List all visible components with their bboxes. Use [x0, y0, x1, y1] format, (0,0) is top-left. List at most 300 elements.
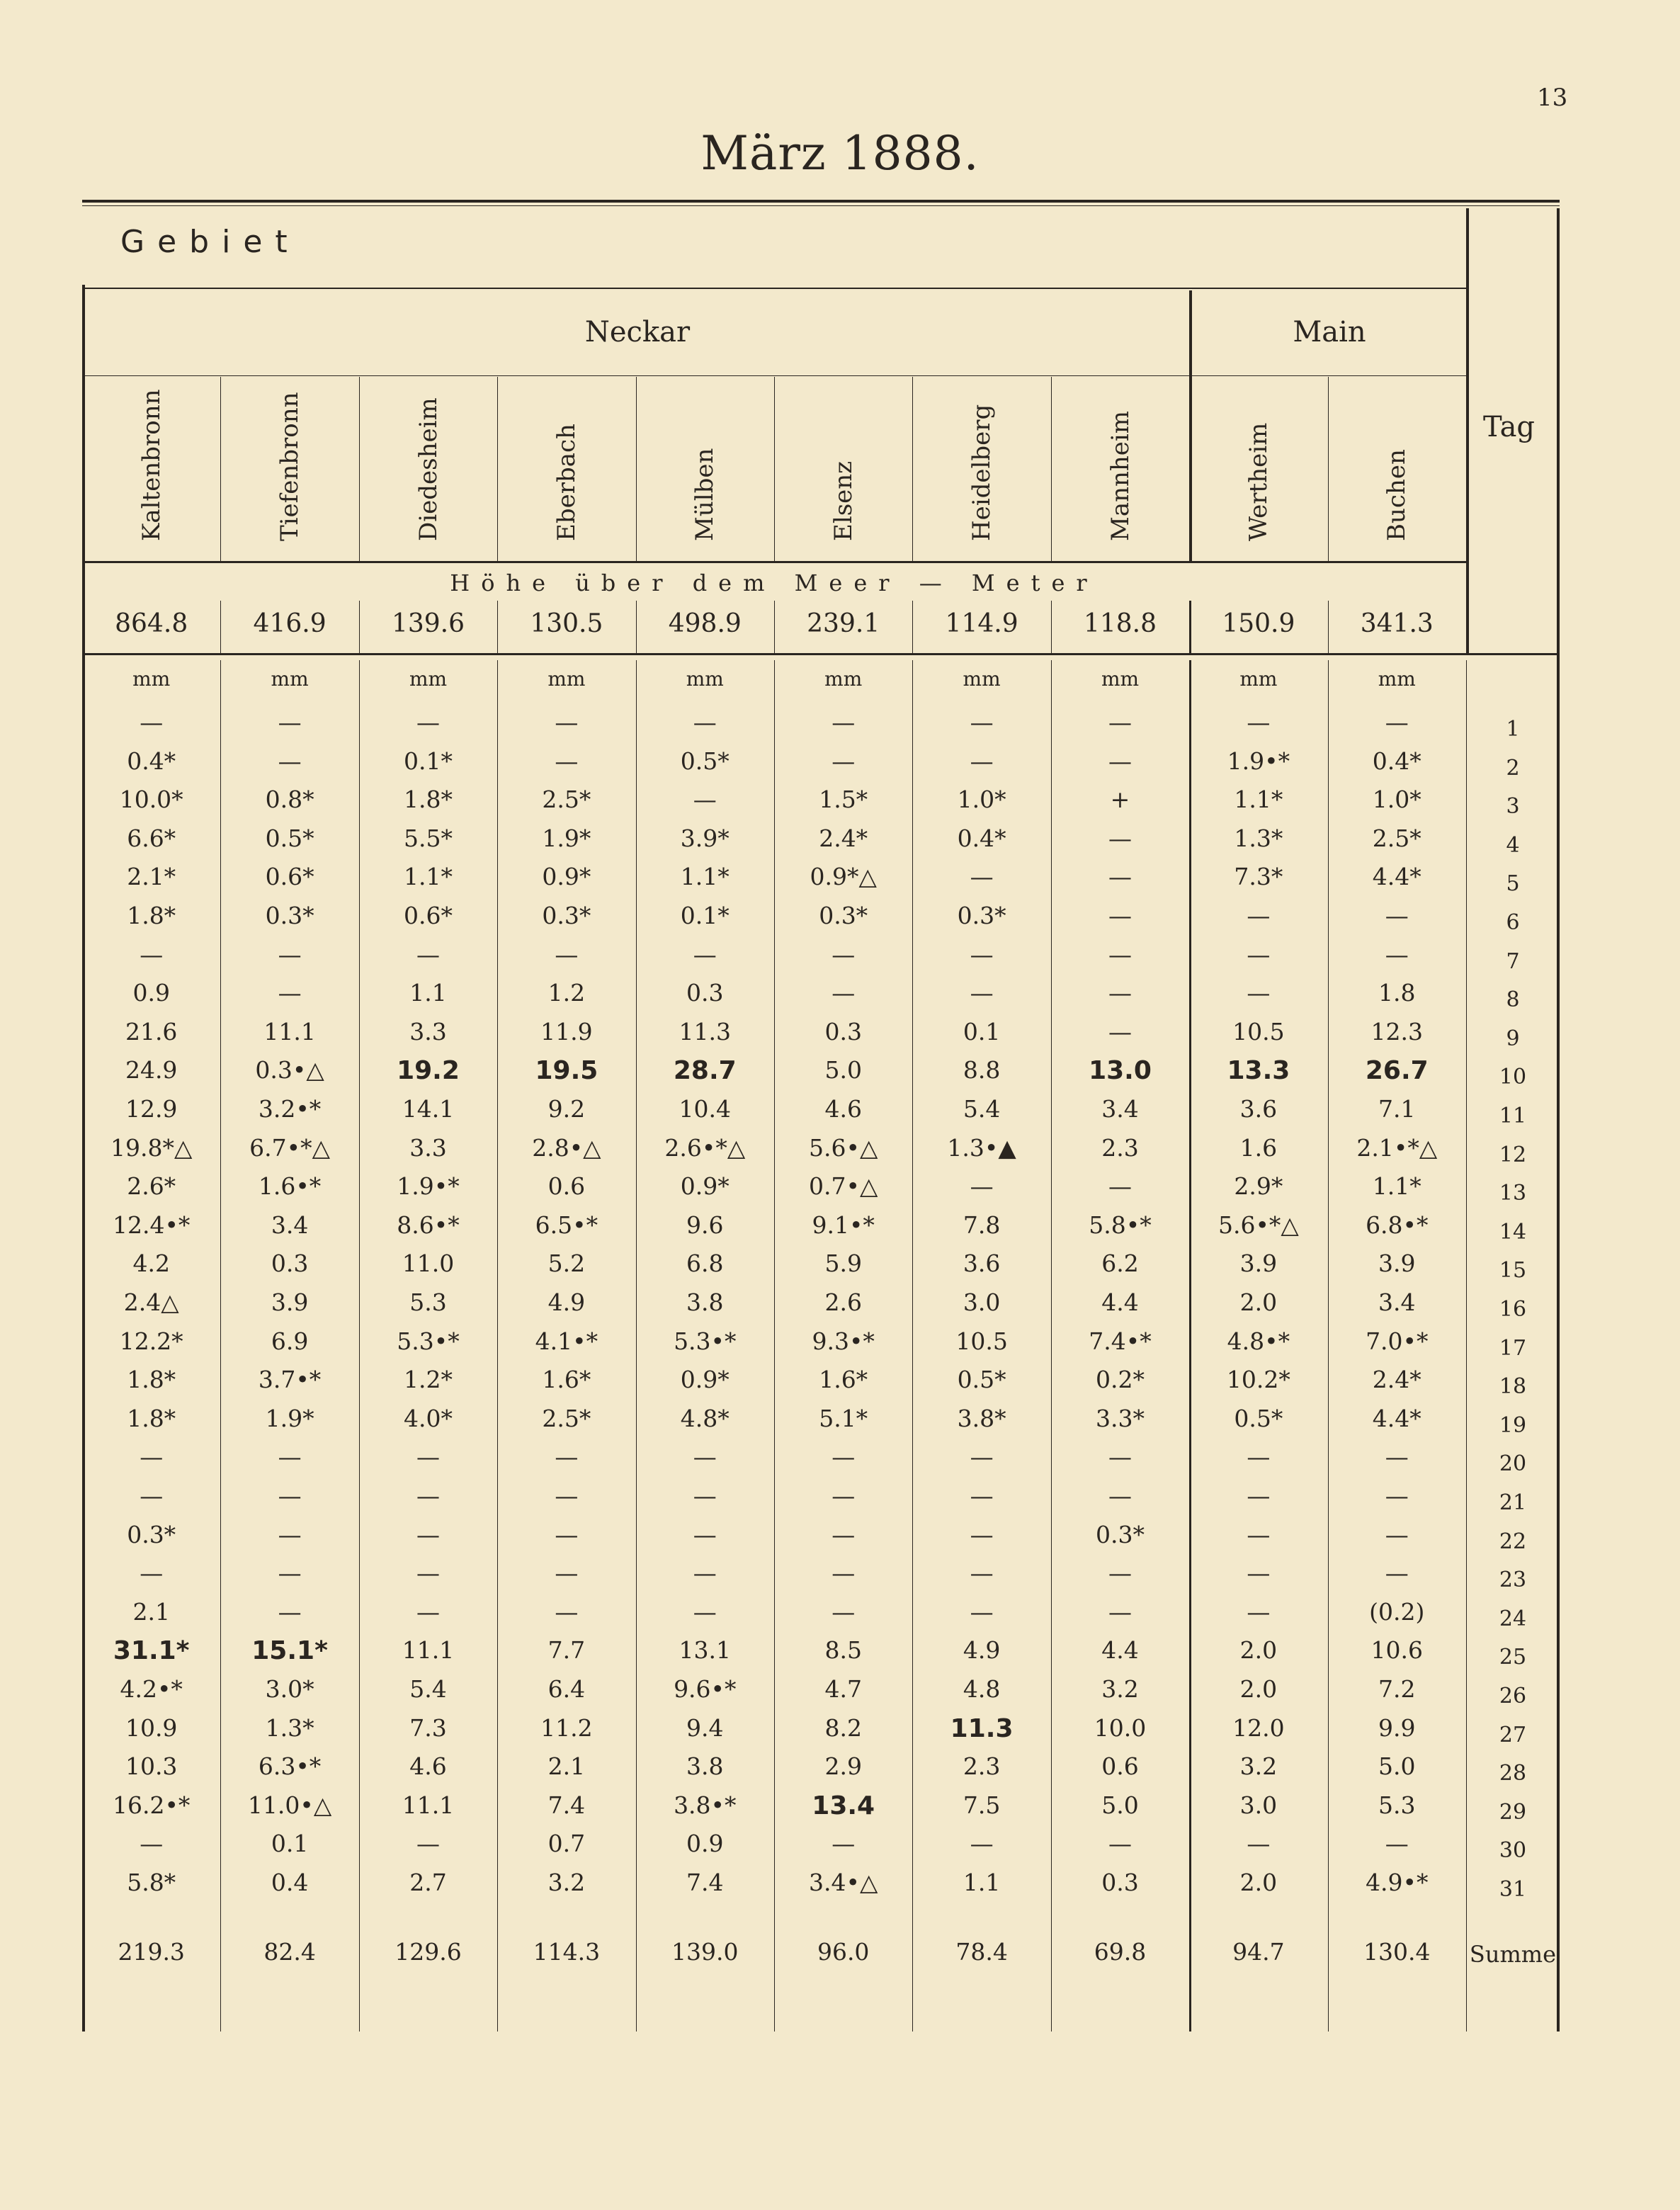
precip-cell: 6.3•*: [258, 1752, 322, 1781]
precip-cell: 2.9: [824, 1752, 862, 1781]
group-rule: [85, 375, 1466, 376]
unit-label: mm: [547, 667, 586, 691]
precip-cell: —: [1247, 1520, 1271, 1548]
precip-cell: 2.4*: [1372, 1366, 1421, 1394]
precip-cell: —: [416, 1482, 440, 1509]
precip-cell: —: [1385, 902, 1409, 929]
precip-cell: 1.9•*: [397, 1172, 460, 1201]
station-header: Diedesheim: [414, 397, 443, 541]
precip-cell: 2.3: [963, 1752, 1001, 1781]
precip-cell: 0.9: [686, 1830, 724, 1858]
day-number: 2: [1506, 755, 1520, 781]
precip-cell: 26.7: [1365, 1056, 1429, 1086]
precip-cell: 10.4: [679, 1095, 732, 1123]
station-header: Mülben: [691, 448, 720, 541]
precip-cell: 0.1: [963, 1017, 1001, 1046]
precip-cell: 0.2*: [1096, 1366, 1145, 1394]
hoehe-label: Höhe über dem Meer — Meter: [450, 570, 1099, 596]
precip-cell: —: [278, 1597, 302, 1626]
precip-cell: —: [1108, 863, 1132, 891]
precip-cell: 13.1: [679, 1636, 732, 1665]
precip-cell: 6.8: [686, 1250, 724, 1278]
precip-cell: 5.3•*: [674, 1327, 737, 1355]
precip-cell: 0.5*: [957, 1366, 1006, 1394]
precip-cell: 5.8•*: [1089, 1211, 1152, 1239]
precip-cell: 11.2: [540, 1713, 593, 1742]
precip-cell: 4.8•*: [1227, 1327, 1290, 1355]
page-title: März 1888.: [700, 126, 980, 181]
precip-cell: 2.6*: [127, 1172, 176, 1201]
precip-cell: +: [1110, 786, 1130, 814]
precip-cell: 4.9: [963, 1636, 1001, 1665]
station-header: Heidelberg: [967, 404, 997, 541]
precip-cell: 6.7•*△: [249, 1133, 330, 1162]
day-number: 11: [1499, 1104, 1527, 1128]
precip-cell: 0.4*: [957, 824, 1006, 852]
day-number: 14: [1499, 1219, 1527, 1245]
precip-cell: 0.1*: [680, 902, 730, 929]
precip-cell: 9.2: [547, 1095, 586, 1123]
precip-cell: —: [1108, 708, 1132, 736]
precip-cell: 3.4: [271, 1211, 309, 1239]
precip-cell: —: [1247, 708, 1271, 736]
precip-cell: 10.9: [125, 1713, 178, 1742]
precip-cell: —: [416, 1597, 440, 1626]
precip-cell: 0.3*: [819, 902, 868, 929]
precip-cell: 0.3*: [957, 902, 1006, 929]
precip-cell: 0.7: [547, 1830, 586, 1858]
tag-header: Tag: [1483, 411, 1536, 443]
precip-cell: —: [1108, 1017, 1132, 1046]
precipitation-table: [82, 200, 1560, 2032]
precip-cell: 19.2: [397, 1056, 460, 1086]
elevation-value: 416.9: [253, 609, 327, 638]
sum-value: 129.6: [395, 1938, 462, 1966]
precip-cell: 7.4•*: [1089, 1327, 1152, 1355]
precip-cell: 12.3: [1370, 1017, 1424, 1046]
elevation-value: 150.9: [1222, 609, 1295, 638]
precip-cell: —: [278, 1482, 302, 1509]
station-header: Tiefenbronn: [276, 392, 305, 541]
precip-cell: 0.6*: [265, 863, 314, 891]
precip-cell: —: [970, 863, 994, 891]
precip-cell: 0.3*: [265, 902, 314, 929]
precip-cell: 3.2: [547, 1869, 586, 1896]
precip-cell: —: [1108, 1482, 1132, 1509]
elevation-value: 118.8: [1083, 609, 1157, 638]
precip-cell: 11.0: [402, 1250, 455, 1278]
precip-cell: 12.9: [125, 1095, 178, 1123]
precip-cell: 1.6*: [819, 1366, 868, 1394]
header-rule: [85, 561, 1466, 563]
precip-cell: 2.1: [547, 1752, 586, 1781]
precip-cell: 7.7: [547, 1636, 586, 1665]
precip-cell: 11.0•△: [247, 1791, 332, 1819]
day-number: 10: [1499, 1065, 1527, 1090]
precip-cell: 7.4: [547, 1791, 586, 1819]
precip-cell: —: [970, 1559, 994, 1587]
precip-cell: 1.1: [409, 979, 447, 1007]
precip-cell: 0.6: [547, 1172, 586, 1201]
precip-cell: —: [693, 1443, 717, 1471]
precip-cell: —: [140, 1482, 164, 1509]
precip-cell: 3.3: [409, 1133, 447, 1162]
precip-cell: 3.0: [1239, 1791, 1278, 1819]
unit-label: mm: [963, 667, 1001, 691]
precip-cell: 7.4: [686, 1869, 724, 1896]
precip-cell: 7.8: [963, 1211, 1001, 1239]
day-number: 30: [1499, 1838, 1527, 1864]
precip-cell: —: [140, 708, 164, 736]
precip-cell: 19.5: [535, 1056, 598, 1086]
unit-label: mm: [1101, 667, 1140, 691]
precip-cell: 4.4*: [1372, 863, 1421, 891]
precip-cell: —: [693, 1559, 717, 1587]
precip-cell: 0.3*: [1096, 1520, 1145, 1548]
precip-cell: 3.2: [1239, 1752, 1278, 1781]
precip-cell: 6.6*: [127, 824, 176, 852]
precip-cell: —: [970, 1520, 994, 1548]
precip-cell: 2.1*: [127, 863, 176, 891]
precip-cell: 9.9: [1378, 1713, 1416, 1742]
precip-cell: —: [1108, 747, 1132, 775]
precip-cell: 4.8*: [680, 1404, 730, 1432]
precip-cell: —: [970, 979, 994, 1007]
elevation-rule: [85, 653, 1560, 655]
sum-value: 130.4: [1363, 1938, 1431, 1966]
column-rule: [1328, 377, 1329, 561]
column-rule: [636, 377, 637, 561]
precip-cell: 4.0*: [404, 1404, 453, 1432]
day-number: 3: [1506, 794, 1520, 820]
day-number: 18: [1499, 1374, 1527, 1400]
precip-cell: —: [970, 1482, 994, 1509]
precip-cell: 0.4: [271, 1869, 309, 1896]
precip-cell: —: [832, 708, 856, 736]
precip-cell: 3.8*: [957, 1404, 1006, 1432]
summe-label: Summe: [1469, 1941, 1557, 1968]
precip-cell: —: [832, 1443, 856, 1471]
precip-cell: —: [555, 940, 579, 968]
precip-cell: —: [1385, 1520, 1409, 1548]
precip-cell: 2.4*: [819, 824, 868, 852]
precip-cell: —: [555, 1559, 579, 1587]
day-number: 28: [1499, 1761, 1527, 1786]
station-header: Kaltenbronn: [137, 389, 166, 541]
precip-cell: —: [1108, 1559, 1132, 1587]
precip-cell: 2.5*: [542, 1404, 591, 1432]
precip-cell: 9.6•*: [674, 1675, 737, 1703]
precip-cell: 9.3•*: [812, 1327, 875, 1355]
precip-cell: 7.2: [1378, 1675, 1416, 1703]
precip-cell: 0.9*△: [810, 863, 877, 891]
day-number: 16: [1499, 1297, 1527, 1322]
precip-cell: 2.0: [1239, 1288, 1278, 1316]
station-header: Mannheim: [1106, 410, 1135, 541]
precip-cell: 5.4: [963, 1095, 1001, 1123]
precip-cell: —: [693, 1597, 717, 1626]
precip-cell: 2.0: [1239, 1869, 1278, 1896]
precip-cell: 2.7: [409, 1869, 447, 1896]
precip-cell: —: [970, 708, 994, 736]
precip-cell: —: [278, 979, 302, 1007]
precip-cell: 2.6•*△: [664, 1133, 746, 1162]
precip-cell: —: [278, 708, 302, 736]
precip-cell: 1.6*: [542, 1366, 591, 1394]
precip-cell: 0.6*: [404, 902, 453, 929]
precip-cell: —: [832, 979, 856, 1007]
tag-rule: [1466, 208, 1469, 653]
precip-cell: 0.7•△: [809, 1172, 878, 1201]
precip-cell: 14.1: [402, 1095, 455, 1123]
precip-cell: 12.0: [1232, 1713, 1285, 1742]
day-number: 12: [1499, 1142, 1527, 1167]
column-rule: [497, 377, 498, 561]
precip-cell: —: [970, 1597, 994, 1626]
day-number: 31: [1499, 1877, 1527, 1902]
precip-cell: 3.4: [1378, 1288, 1416, 1316]
precip-cell: 2.5*: [1372, 824, 1421, 852]
precip-cell: 3.3: [409, 1017, 447, 1046]
precip-cell: —: [1108, 902, 1132, 929]
precip-cell: 1.1*: [1234, 786, 1283, 814]
elevation-value: 114.9: [945, 609, 1018, 638]
precip-cell: 7.1: [1378, 1095, 1416, 1123]
precip-cell: 3.0: [963, 1288, 1001, 1316]
station-header: Eberbach: [552, 424, 581, 541]
sum-value: 78.4: [955, 1938, 1008, 1966]
precip-cell: 11.9: [540, 1017, 593, 1046]
precip-cell: —: [832, 1830, 856, 1858]
precip-cell: 12.4•*: [112, 1211, 191, 1239]
day-number: 23: [1499, 1568, 1527, 1593]
precip-cell: 5.9: [824, 1250, 862, 1278]
column-rule: [1051, 377, 1052, 561]
precip-cell: 0.8*: [265, 786, 314, 814]
precip-cell: —: [970, 1830, 994, 1858]
precip-cell: 3.6: [963, 1250, 1001, 1278]
precip-cell: 4.6: [824, 1095, 862, 1123]
precip-cell: —: [140, 1559, 164, 1587]
precip-cell: 5.0: [1378, 1752, 1416, 1781]
precip-cell: 10.3: [125, 1752, 178, 1781]
precip-cell: 3.0*: [265, 1675, 314, 1703]
precip-cell: 0.3•△: [255, 1056, 324, 1084]
main-group-rule: [1189, 290, 1192, 561]
precip-cell: 31.1*: [113, 1636, 190, 1666]
precip-cell: —: [1385, 1830, 1409, 1858]
column-rule: [220, 377, 221, 561]
precip-cell: 6.4: [547, 1675, 586, 1703]
precip-cell: —: [832, 1482, 856, 1509]
precip-cell: —: [278, 1443, 302, 1471]
precip-cell: —: [555, 1597, 579, 1626]
precip-cell: 24.9: [125, 1056, 178, 1084]
precip-cell: 8.5: [824, 1636, 862, 1665]
precip-cell: —: [140, 1830, 164, 1858]
sum-value: 69.8: [1094, 1938, 1147, 1966]
precip-cell: 21.6: [125, 1017, 178, 1046]
station-header: Buchen: [1383, 449, 1412, 541]
precip-cell: —: [140, 940, 164, 968]
day-number: 20: [1499, 1451, 1527, 1477]
precip-cell: 8.8: [963, 1056, 1001, 1084]
precip-cell: 2.0: [1239, 1636, 1278, 1665]
precip-cell: 2.1•*△: [1356, 1133, 1438, 1162]
precip-cell: 7.0•*: [1366, 1327, 1429, 1355]
precip-cell: 13.0: [1089, 1056, 1152, 1086]
precip-cell: 4.8: [963, 1675, 1001, 1703]
precip-cell: 1.6•*: [258, 1172, 322, 1201]
precip-cell: 6.8•*: [1366, 1211, 1429, 1239]
precip-cell: —: [416, 708, 440, 736]
precip-cell: 1.3•▲: [947, 1133, 1016, 1162]
precip-cell: —: [278, 1520, 302, 1548]
precip-cell: 3.3*: [1096, 1404, 1145, 1432]
precip-cell: —: [1247, 902, 1271, 929]
precip-cell: 7.5: [963, 1791, 1001, 1819]
precip-cell: —: [693, 708, 717, 736]
precip-cell: 0.3: [1101, 1869, 1139, 1896]
precip-cell: —: [1247, 1830, 1271, 1858]
day-number: 7: [1506, 948, 1520, 974]
sum-value: 96.0: [817, 1938, 870, 1966]
precip-cell: 5.6•△: [809, 1133, 878, 1162]
precip-cell: 1.0*: [1372, 786, 1421, 814]
precip-cell: 1.2: [547, 979, 586, 1007]
precip-cell: 19.8*△: [110, 1133, 193, 1162]
precip-cell: —: [1385, 708, 1409, 736]
precip-cell: —: [1108, 1597, 1132, 1626]
day-number: 22: [1499, 1529, 1527, 1554]
precip-cell: 2.9*: [1234, 1172, 1283, 1201]
precip-cell: 4.4: [1101, 1636, 1139, 1665]
precip-cell: 3.9*: [680, 824, 730, 852]
precip-cell: 3.9: [271, 1288, 309, 1316]
precip-cell: 1.8*: [127, 1366, 176, 1394]
precip-cell: 5.5*: [404, 824, 453, 852]
precip-cell: 16.2•*: [112, 1791, 191, 1819]
precip-cell: 1.8*: [404, 786, 453, 814]
precip-cell: 3.8: [686, 1752, 724, 1781]
precip-cell: 1.1*: [404, 863, 453, 891]
precip-cell: —: [970, 747, 994, 775]
precip-cell: 4.2: [132, 1250, 170, 1278]
day-number: 25: [1499, 1645, 1527, 1670]
station-header: Wertheim: [1244, 422, 1273, 541]
precip-cell: 1.9•*: [1227, 747, 1290, 775]
day-number: 24: [1499, 1606, 1527, 1631]
day-number: 17: [1499, 1335, 1527, 1361]
precip-cell: 1.1*: [680, 863, 730, 891]
precip-cell: 5.3: [409, 1288, 447, 1316]
precip-cell: 4.9: [547, 1288, 586, 1316]
precip-cell: 2.8•△: [532, 1133, 601, 1162]
precip-cell: —: [693, 1482, 717, 1509]
unit-label: mm: [132, 667, 171, 691]
precip-cell: 1.6: [1239, 1133, 1278, 1162]
precip-cell: —: [555, 1482, 579, 1509]
precip-cell: 5.0: [824, 1056, 862, 1084]
precip-cell: 12.2*: [119, 1327, 183, 1355]
unit-label: mm: [824, 667, 863, 691]
precip-cell: 3.7•*: [258, 1366, 322, 1394]
precip-cell: —: [693, 786, 717, 814]
precip-cell: 10.6: [1370, 1636, 1424, 1665]
precip-cell: —: [970, 940, 994, 968]
unit-label: mm: [1239, 667, 1278, 691]
day-number: 19: [1499, 1412, 1527, 1438]
column-rule: [774, 377, 775, 561]
precip-cell: —: [278, 940, 302, 968]
precip-cell: 0.3: [271, 1250, 309, 1278]
precip-cell: —: [1108, 1172, 1132, 1201]
precip-cell: 5.0: [1101, 1791, 1139, 1819]
precip-cell: 3.6: [1239, 1095, 1278, 1123]
precip-cell: 10.5: [1232, 1017, 1285, 1046]
precip-cell: 0.3: [824, 1017, 862, 1046]
precip-cell: —: [970, 1443, 994, 1471]
precip-cell: 5.3•*: [397, 1327, 460, 1355]
precip-cell: 28.7: [673, 1056, 737, 1086]
precip-cell: 4.9•*: [1366, 1869, 1429, 1896]
precip-cell: —: [1385, 1443, 1409, 1471]
precip-cell: 15.1*: [251, 1636, 328, 1666]
precip-cell: —: [832, 747, 856, 775]
top-rule: [82, 200, 1560, 203]
precip-cell: —: [555, 1520, 579, 1548]
precip-cell: 11.3: [950, 1713, 1014, 1743]
sum-value: 82.4: [263, 1938, 316, 1966]
day-number: 13: [1499, 1181, 1527, 1206]
day-number: 1: [1506, 717, 1520, 742]
precip-cell: 1.1*: [1372, 1172, 1421, 1201]
precip-cell: 1.3*: [265, 1713, 314, 1742]
precip-cell: —: [416, 940, 440, 968]
precip-cell: 3.9: [1378, 1250, 1416, 1278]
precip-cell: 3.2: [1101, 1675, 1139, 1703]
precip-cell: —: [1247, 1482, 1271, 1509]
precip-cell: —: [1247, 1443, 1271, 1471]
precip-cell: 3.4•△: [809, 1869, 878, 1896]
precip-cell: —: [832, 940, 856, 968]
precip-cell: —: [1385, 1482, 1409, 1509]
precip-cell: 4.6: [409, 1752, 447, 1781]
precip-cell: 0.3*: [542, 902, 591, 929]
precip-cell: 10.0*: [119, 786, 183, 814]
sum-value: 114.3: [533, 1938, 601, 1966]
precip-cell: 0.4*: [1372, 747, 1421, 775]
precip-cell: 9.6: [686, 1211, 724, 1239]
precip-cell: —: [693, 940, 717, 968]
precip-cell: 0.1: [271, 1830, 309, 1858]
precip-cell: —: [278, 747, 302, 775]
precip-cell: 5.8*: [127, 1869, 176, 1896]
day-number: 4: [1506, 832, 1520, 858]
precip-cell: —: [278, 1559, 302, 1587]
sum-value: 139.0: [671, 1938, 739, 1966]
unit-label: mm: [409, 667, 448, 691]
unit-label: mm: [1378, 667, 1416, 691]
precip-cell: 1.5*: [819, 786, 868, 814]
day-number: 29: [1499, 1799, 1527, 1825]
precip-cell: 0.5*: [265, 824, 314, 852]
precip-cell: 11.3: [679, 1017, 732, 1046]
precip-cell: —: [1247, 979, 1271, 1007]
precip-cell: 13.3: [1227, 1056, 1290, 1086]
day-number: 27: [1499, 1722, 1527, 1747]
precip-cell: —: [970, 1172, 994, 1201]
